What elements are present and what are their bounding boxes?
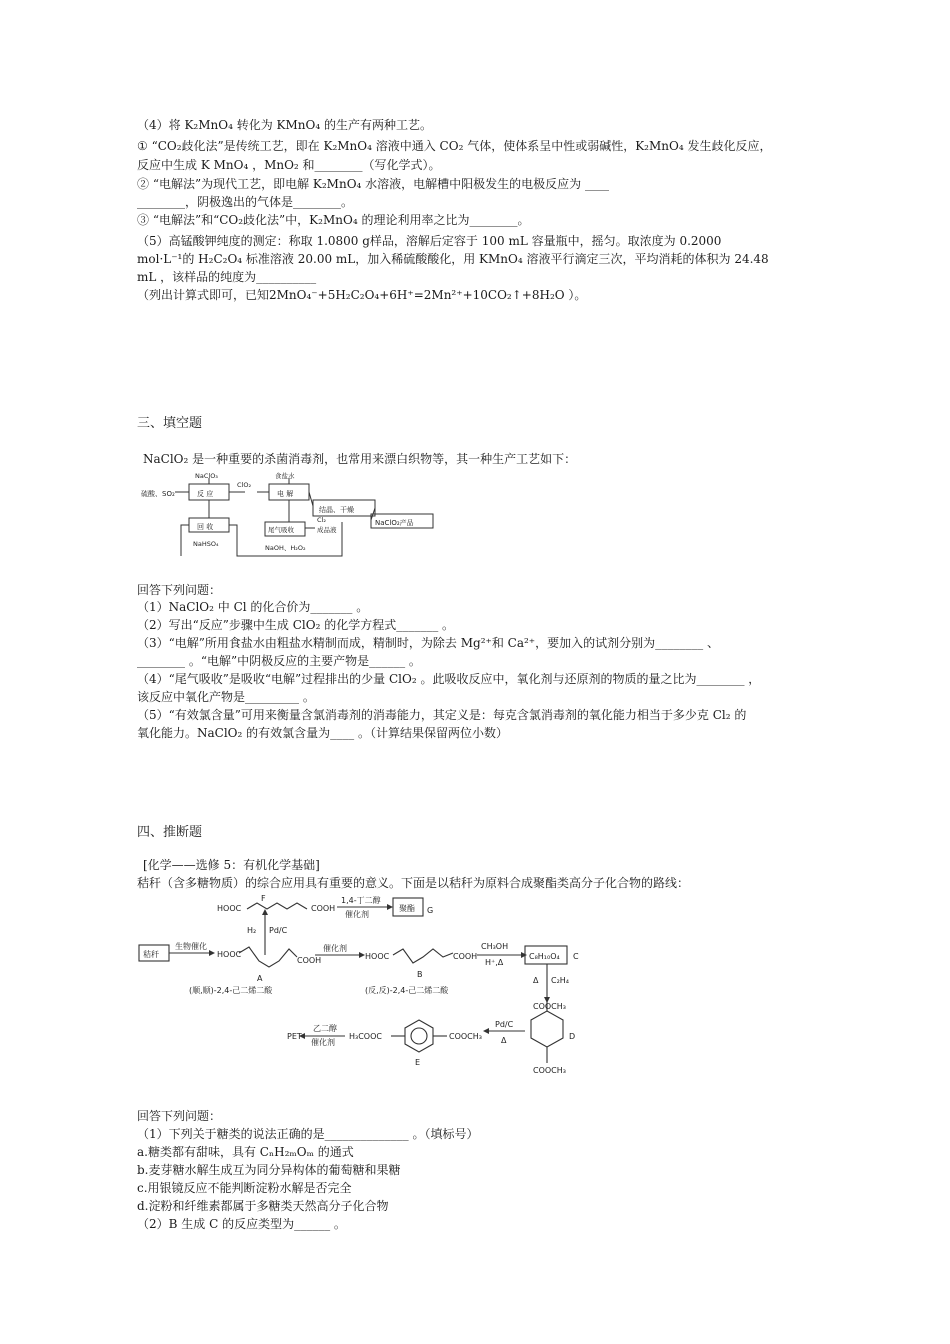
flow2-cooch3-bottom: COOCH₃: [533, 1066, 566, 1075]
flow1-naclo3: NaClO₃: [195, 472, 218, 480]
flow2-pdc2: Pd/C: [495, 1020, 514, 1029]
flow2-h3cooc: H₃COOC: [349, 1032, 382, 1041]
q4-line-6: ③ “电解法”和“CO₂歧化法”中，K₂MnO₄ 的理论利用率之比为________。: [137, 213, 530, 227]
section4-q2: （2）B 生成 C 的反应类型为______ 。: [137, 1217, 346, 1231]
flow1-clo2: ClO₂: [237, 481, 252, 489]
flow1-cl2: Cl₂: [317, 516, 326, 524]
flow2-label-c: C: [573, 952, 579, 961]
q5-line-1: （5）高锰酸钾纯度的测定：称取 1.0800 g样品，溶解后定容于 100 mL 容量瓶中，摇匀。取浓度为 0.2000: [137, 234, 722, 248]
section3-q3-line-1: （3）“电解”所用食盐水由粗盐水精制而成，精制时，为除去 Mg²⁺和 Ca²⁺，要加入的试剂分别为________ 、: [137, 636, 719, 650]
flow1-naoh: NaOH、H₂O₂: [265, 544, 306, 552]
q5-line-4: （列出计算式即可，已知2MnO₄⁻+5H₂C₂O₄+6H⁺=2Mn²⁺+10CO₂↑+8H₂O ）。: [137, 288, 587, 302]
section4-title: 四、推断题: [137, 825, 203, 840]
flow1-raw: 硫酸、SO₂: [141, 490, 175, 498]
section3-q4-line-2: 该反应中氧化产物是_________ 。: [137, 690, 315, 704]
flow2-meoh: CH₃OH: [481, 942, 509, 951]
flow2-h2: H₂: [247, 926, 257, 935]
flow2-butanediol: 1,4-丁二醇: [341, 896, 381, 905]
flow2-cooch3-e: COOCH₃: [449, 1032, 482, 1041]
section3-q5-line-2: 氧化能力。NaClO₂ 的有效氯含量为____ 。（计算结果保留两位小数）: [137, 726, 508, 740]
flow2-cooh-b: COOH: [453, 952, 478, 961]
flow2-top-hooc: HOOC: [217, 904, 242, 913]
flow2-hplus: H⁺,Δ: [485, 958, 504, 967]
flow2-cooh-a: COOH: [297, 956, 322, 965]
flow2-cooch3-top: COOCH₃: [533, 1002, 566, 1011]
q4-line-5: ________，阴极逸出的气体是________。: [137, 195, 354, 209]
flow2-pet: PET: [287, 1032, 302, 1041]
section4-intro: 秸秆（含多糖物质）的综合应用具有重要的意义。下面是以秸秆为原料合成聚酯类高分子化合物的路线：: [137, 876, 690, 890]
flow2-label-g: G: [427, 906, 434, 915]
flow2-c2h4: C₂H₄: [551, 976, 570, 985]
q4-line-2: ① “CO₂歧化法”是传统工艺，即在 K₂MnO₄ 溶液中通入 CO₂ 气体，使体系呈中性或弱碱性，K₂MnO₄ 发生歧化反应，: [137, 139, 772, 153]
flow2-name-a: (顺,顺)-2,4-己二烯二酸: [189, 986, 273, 995]
flow2-glycol: 乙二醇: [313, 1024, 337, 1033]
section3-q3-line-2: ________ 。“电解”中阴极反应的主要产物是______ 。: [137, 654, 421, 668]
q5-line-2: mol·L⁻¹的 H₂C₂O₄ 标准溶液 20.00 mL，加入稀硫酸酸化，用 KMnO₄ 溶液平行滴定三次，平均消耗的体积为 24.48: [137, 252, 769, 266]
flow2-catalyst-mid: 催化剂: [323, 944, 347, 953]
q4-line-3: 反应中生成 K MnO₄ ，MnO₂ 和________（写化学式）。: [137, 158, 441, 172]
flow1-product: NaClO₂产品: [375, 519, 414, 527]
flow2-bio: 生物催化: [175, 942, 207, 951]
section4-ask: 回答下列问题：: [137, 1109, 222, 1123]
flow2-catalyst-top: 催化剂: [345, 910, 369, 919]
section4-option-b: b.麦芽糖水解生成互为同分异构体的葡萄糖和果糖: [137, 1163, 401, 1177]
flow1-recover: 回 收: [197, 523, 214, 531]
section4-q1: （1）下列关于糖类的说法正确的是______________ 。（填标号）: [137, 1127, 479, 1141]
flow1-react: 反 应: [197, 490, 214, 498]
flow2-label-d: D: [569, 1032, 576, 1041]
q4-line-1: （4）将 K₂MnO₄ 转化为 KMnO₄ 的生产有两种工艺。: [137, 118, 432, 132]
flow2-label-b: B: [417, 970, 423, 979]
flow2-pdc: Pd/C: [269, 926, 288, 935]
flow1-tail: 尾气吸收: [268, 526, 294, 534]
flow1-elec: 电 解: [277, 490, 294, 498]
section4-option-a: a.糖类都有甜味，具有 CₙH₂ₘOₘ 的通式: [137, 1145, 354, 1159]
flow2-polyester: 聚酯: [399, 904, 415, 913]
flow2-catalyst-bottom: 催化剂: [311, 1038, 335, 1047]
section3-ask: 回答下列问题：: [137, 583, 222, 597]
section3-q2: （2）写出“反应”步骤中生成 ClO₂ 的化学方程式_______ 。: [137, 618, 455, 632]
flow1-nahso4: NaHSO₄: [193, 540, 219, 548]
section3-q5-line-1: （5）“有效氯含量”可用来衡量含氯消毒剂的消毒能力，其定义是：每克含氯消毒剂的氧化能力相当于多少克 Cl₂ 的: [137, 708, 747, 722]
flow2-delta: Δ: [533, 976, 539, 985]
section3-q1: （1）NaClO₂ 中 Cl 的化合价为_______ 。: [137, 600, 369, 614]
flow2-name-b: (反,反)-2,4-己二烯二酸: [365, 986, 449, 995]
section4-tag: [化学——选修 5：有机化学基础]: [143, 858, 320, 872]
q4-line-4: ② “电解法”为现代工艺，即电解 K₂MnO₄ 水溶液，电解槽中阳极发生的电极反应为 ____: [137, 177, 609, 191]
flow2-hooc-a: HOOC: [217, 950, 242, 959]
flow1-finished: 成品液: [317, 526, 337, 534]
section3-title: 三、填空题: [137, 416, 203, 431]
flow1-brine: 食盐水: [275, 472, 295, 480]
flow2-label-e: E: [415, 1058, 421, 1067]
flow2-c-formula: C₈H₁₀O₄: [529, 952, 560, 961]
section3-q4-line-1: （4）“尾气吸收”是吸收“电解”过程排出的少量 ClO₂ 。此吸收反应中，氧化剂与还原剂的物质的量之比为________ ，: [137, 672, 761, 686]
naclo2-process-flowchart: [137, 470, 437, 562]
flow2-label-f: F: [261, 894, 266, 903]
flow2-delta2: Δ: [501, 1036, 507, 1045]
flow2-label-a: A: [257, 974, 263, 983]
flow1-cryst: 结晶、干燥: [319, 506, 354, 514]
flow2-straw: 秸秆: [143, 950, 159, 959]
flow2-hooc-b: HOOC: [365, 952, 390, 961]
flow2-top-cooh: COOH: [311, 904, 336, 913]
section3-intro: NaClO₂ 是一种重要的杀菌消毒剂，也常用来漂白织物等，其一种生产工艺如下：: [143, 452, 577, 466]
synthesis-route-diagram: [137, 893, 600, 1087]
section4-option-c: c.用银镜反应不能判断淀粉水解是否完全: [137, 1181, 352, 1195]
section4-option-d: d.淀粉和纤维素都属于多糖类天然高分子化合物: [137, 1199, 389, 1213]
q5-line-3: mL ，该样品的纯度为__________: [137, 270, 317, 284]
